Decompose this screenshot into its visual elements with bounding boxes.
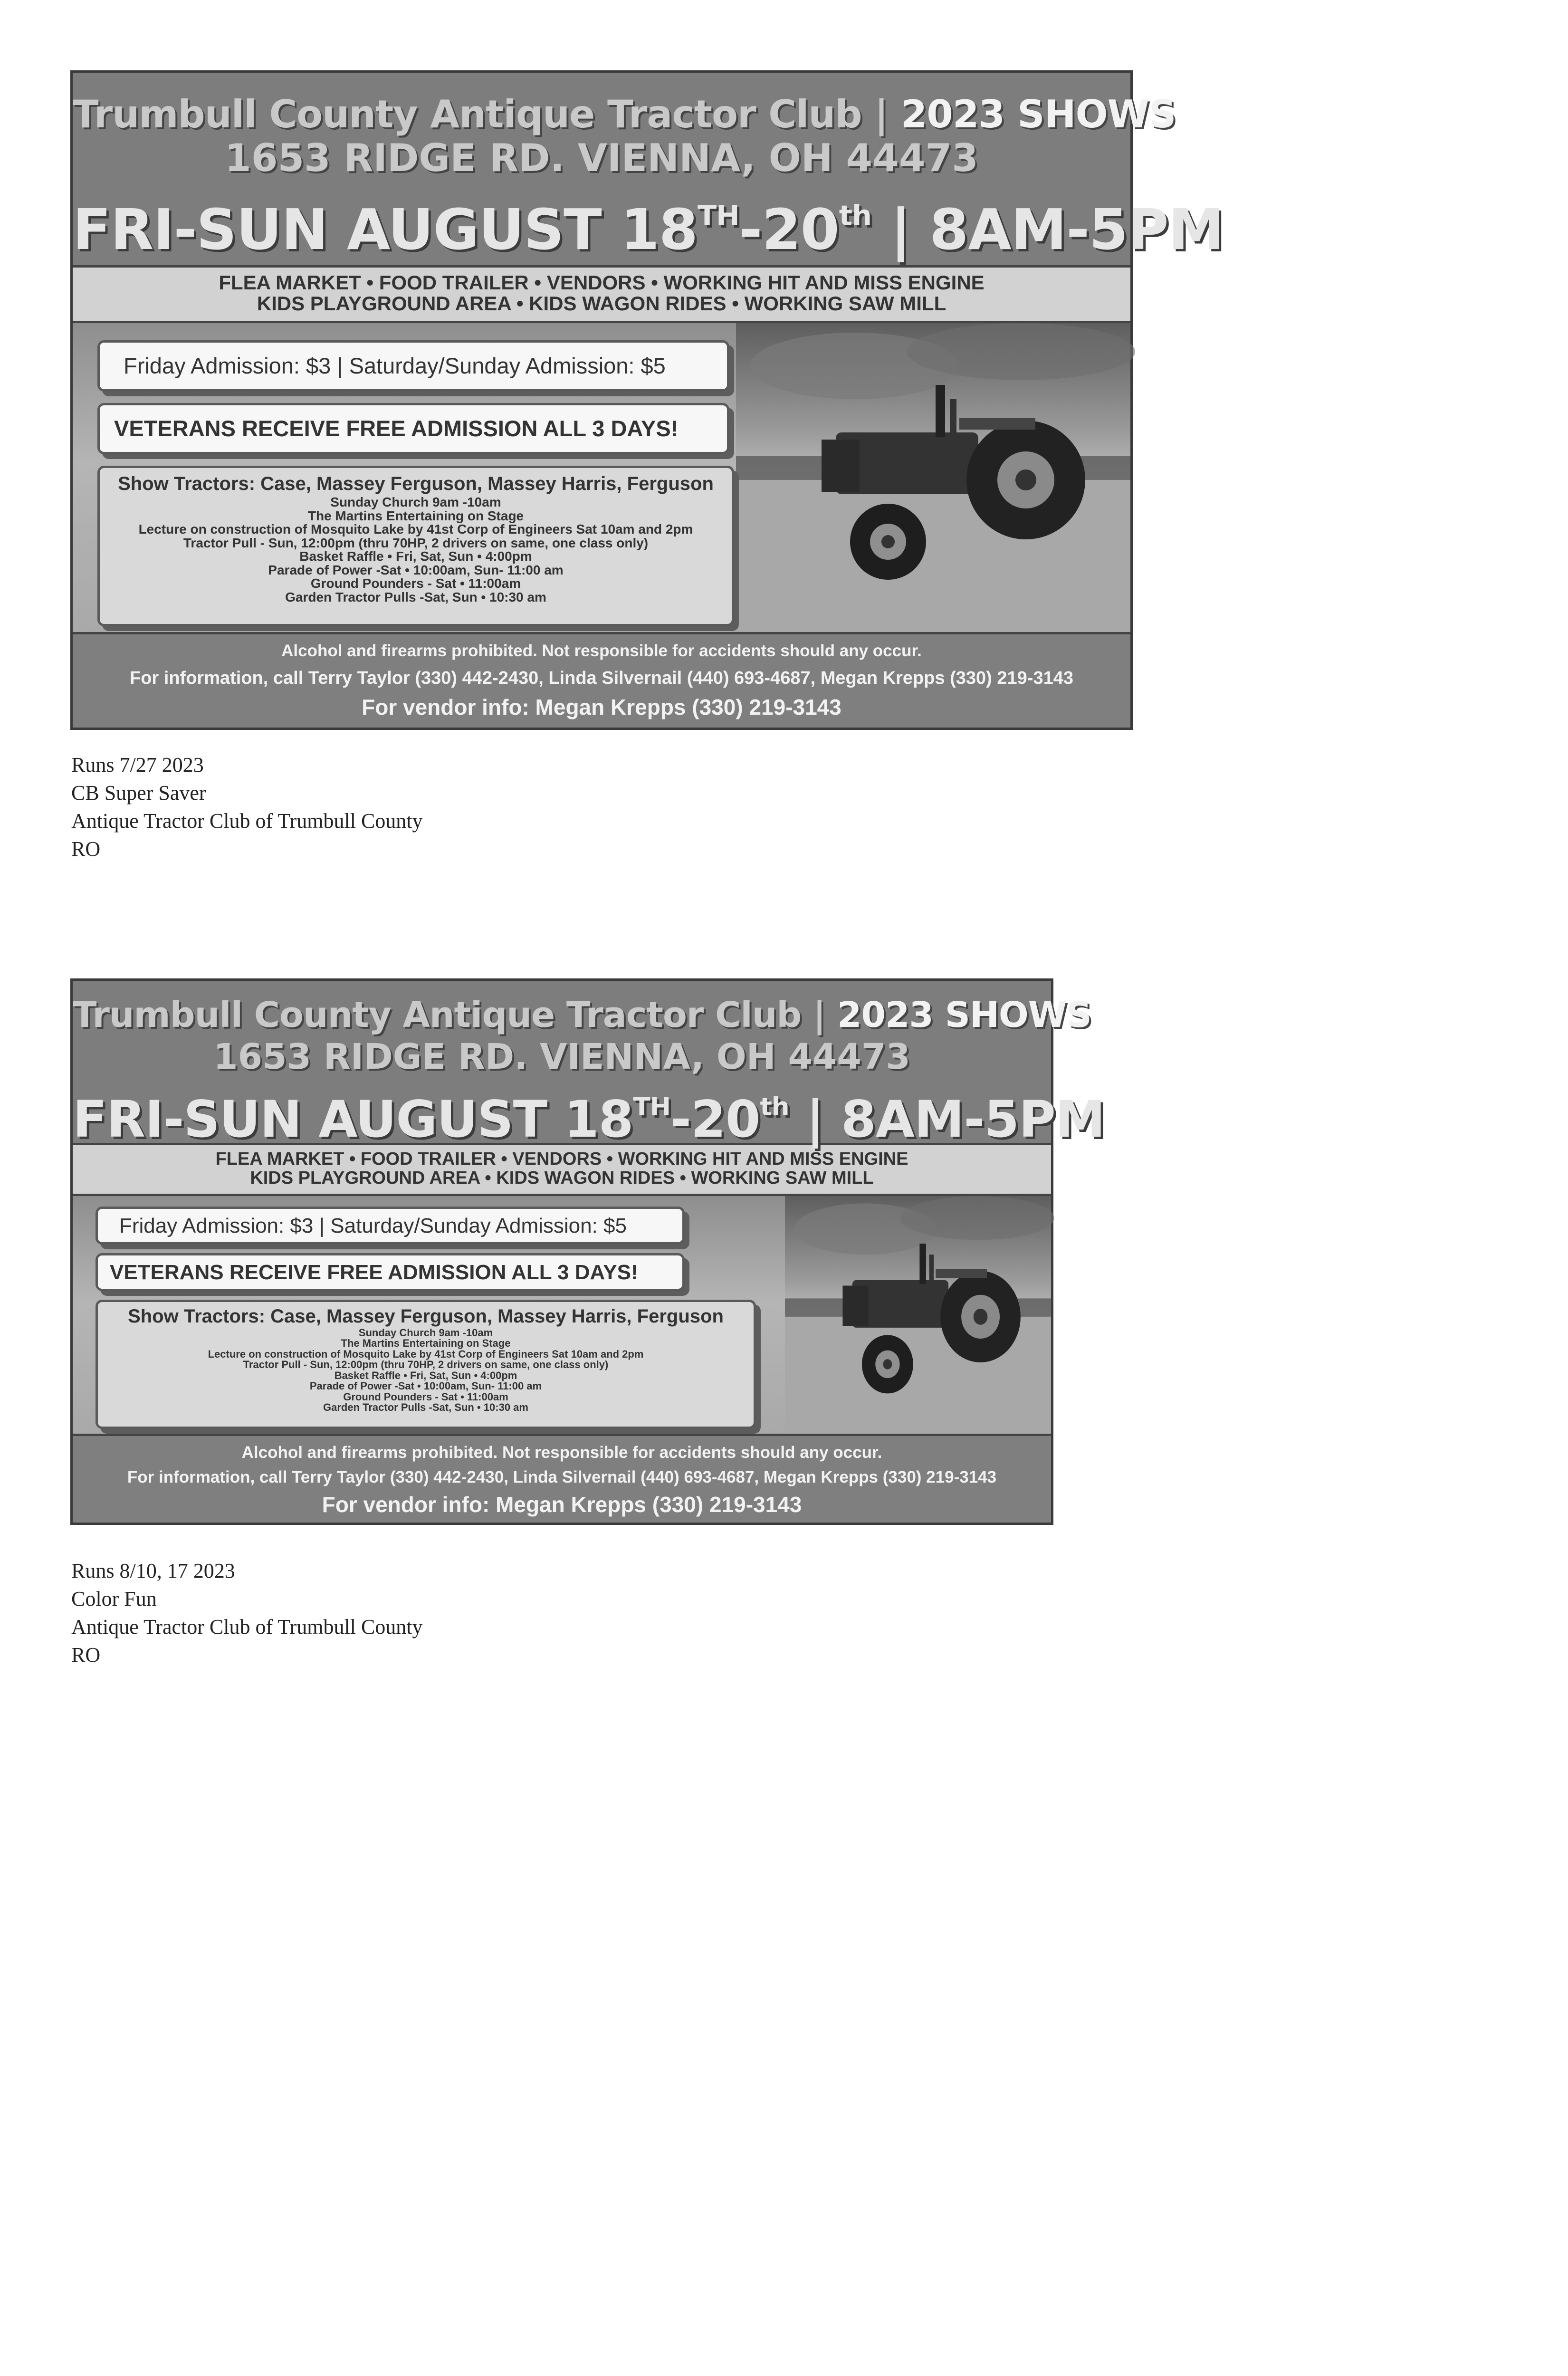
ad-header bbox=[73, 981, 1105, 1149]
admission-box: Friday Admission: $3 | Saturday/Sunday Admission: $5 bbox=[96, 1207, 685, 1245]
rep-initials: RO bbox=[71, 1643, 101, 1667]
features-line-1: FLEA MARKET • FOOD TRAILER • VENDORS • WORKING HIT AND MISS ENGINE bbox=[219, 271, 985, 294]
shows-year: 2023 SHOWS bbox=[837, 995, 1091, 1035]
schedule-item: Ground Pounders - Sat • 11:00am bbox=[343, 1390, 508, 1403]
club-name: Trumbull County Antique Tractor Club bbox=[73, 995, 802, 1035]
schedule-item: Basket Raffle • Fri, Sat, Sun • 4:00pm bbox=[299, 549, 532, 564]
admission-box: Friday Admission: $3 | Saturday/Sunday Admission: $5 bbox=[97, 340, 729, 392]
schedule-item: Tractor Pull - Sun, 12:00pm (thru 70HP, 2 drivers on same, one class only) bbox=[243, 1359, 609, 1371]
run-dates: Runs 8/10, 17 2023 bbox=[71, 1559, 235, 1582]
show-tractors: Show Tractors: Case, Massey Ferguson, Massey Harris, Ferguson bbox=[118, 473, 714, 494]
tractor-photo bbox=[785, 1196, 1051, 1434]
ad-title: Trumbull County Antique Tractor Club | 2023 SHOWS bbox=[73, 995, 1091, 1035]
vendor-contact: For vendor info: Megan Krepps (330) 219-3143 bbox=[362, 695, 841, 719]
client: Antique Tractor Club of Trumbull County bbox=[71, 809, 423, 833]
schedule-list bbox=[100, 496, 732, 604]
schedule-item: Sunday Church 9am -10am bbox=[358, 1327, 493, 1339]
publication: Color Fun bbox=[71, 1587, 157, 1610]
tractor-photo bbox=[736, 323, 1130, 632]
info-contacts: For information, call Terry Taylor (330) 442-2430, Linda Silvernail (440) 693-4687, Megan Krepps (330) 219-3143 bbox=[127, 1468, 997, 1486]
show-dates: FRI-SUN AUGUST 18TH-20th | 8AM-5PM bbox=[73, 197, 1224, 263]
client: Antique Tractor Club of Trumbull County bbox=[71, 1615, 423, 1638]
schedule-item: Tractor Pull - Sun, 12:00pm (thru 70HP, 2 drivers on same, one class only) bbox=[183, 535, 649, 550]
schedule-item: The Martins Entertaining on Stage bbox=[341, 1337, 511, 1350]
ad-middle bbox=[73, 1196, 1051, 1434]
show-tractors: Show Tractors: Case, Massey Ferguson, Massey Harris, Ferguson bbox=[128, 1306, 724, 1327]
vendor-contact: For vendor info: Megan Krepps (330) 219-3143 bbox=[322, 1492, 802, 1517]
schedule-box bbox=[96, 1300, 756, 1429]
schedule-item: Garden Tractor Pulls -Sat, Sun • 10:30 am bbox=[323, 1401, 528, 1414]
club-name: Trumbull County Antique Tractor Club bbox=[73, 92, 862, 136]
features-band bbox=[73, 265, 1130, 323]
prohibited-notice: Alcohol and firearms prohibited. Not responsible for accidents should any occur. bbox=[241, 1443, 882, 1462]
schedule-item: Ground Pounders - Sat • 11:00am bbox=[310, 576, 521, 591]
features-line-1: FLEA MARKET • FOOD TRAILER • VENDORS • WORKING HIT AND MISS ENGINE bbox=[215, 1149, 908, 1169]
publication: CB Super Saver bbox=[71, 781, 206, 805]
schedule-item: Lecture on construction of Mosquito Lake by 41st Corp of Engineers Sat 10am and 2pm bbox=[138, 522, 693, 537]
ad-header bbox=[73, 73, 1224, 265]
advertisement-1 bbox=[70, 70, 1224, 730]
caption-2 bbox=[71, 1557, 423, 1669]
schedule-item: The Martins Entertaining on Stage bbox=[307, 508, 524, 523]
ad-middle bbox=[73, 323, 1130, 632]
caption-1 bbox=[71, 751, 423, 863]
schedule-item: Parade of Power -Sat • 10:00am, Sun- 11:00 am bbox=[268, 562, 564, 577]
ad-footer bbox=[73, 632, 1130, 727]
rep-initials: RO bbox=[71, 837, 101, 861]
schedule-item: Parade of Power -Sat • 10:00am, Sun- 11:00 am bbox=[309, 1380, 542, 1392]
run-dates: Runs 7/27 2023 bbox=[71, 753, 204, 776]
address: 1653 RIDGE RD. VIENNA, OH 44473 bbox=[225, 136, 978, 180]
schedule-box bbox=[97, 466, 734, 626]
veterans-box: VETERANS RECEIVE FREE ADMISSION ALL 3 DAYS! bbox=[96, 1253, 685, 1291]
schedule-item: Lecture on construction of Mosquito Lake by 41st Corp of Engineers Sat 10am and 2pm bbox=[208, 1348, 644, 1360]
veterans-box: VETERANS RECEIVE FREE ADMISSION ALL 3 DAYS! bbox=[97, 403, 729, 454]
schedule-item: Garden Tractor Pulls -Sat, Sun • 10:30 am bbox=[285, 589, 546, 604]
ad-title: Trumbull County Antique Tractor Club | 2023 SHOWS bbox=[73, 92, 1176, 136]
prohibited-notice: Alcohol and firearms prohibited. Not responsible for accidents should any occur. bbox=[281, 642, 922, 660]
address: 1653 RIDGE RD. VIENNA, OH 44473 bbox=[213, 1036, 910, 1077]
info-contacts: For information, call Terry Taylor (330) 442-2430, Linda Silvernail (440) 693-4687, Megan Krepps (330) 219-3143 bbox=[130, 668, 1073, 688]
features-line-2: KIDS PLAYGROUND AREA • KIDS WAGON RIDES • WORKING SAW MILL bbox=[257, 292, 947, 315]
ad-footer bbox=[73, 1434, 1051, 1523]
advertisement-2 bbox=[70, 978, 1105, 1525]
shows-year: 2023 SHOWS bbox=[900, 92, 1176, 136]
schedule-item: Basket Raffle • Fri, Sat, Sun • 4:00pm bbox=[334, 1369, 517, 1381]
schedule-list bbox=[98, 1328, 754, 1413]
features-band bbox=[73, 1143, 1051, 1196]
schedule-item: Sunday Church 9am -10am bbox=[330, 495, 501, 509]
features-line-2: KIDS PLAYGROUND AREA • KIDS WAGON RIDES • WORKING SAW MILL bbox=[250, 1168, 874, 1188]
show-dates: FRI-SUN AUGUST 18TH-20th | 8AM-5PM bbox=[73, 1090, 1105, 1149]
